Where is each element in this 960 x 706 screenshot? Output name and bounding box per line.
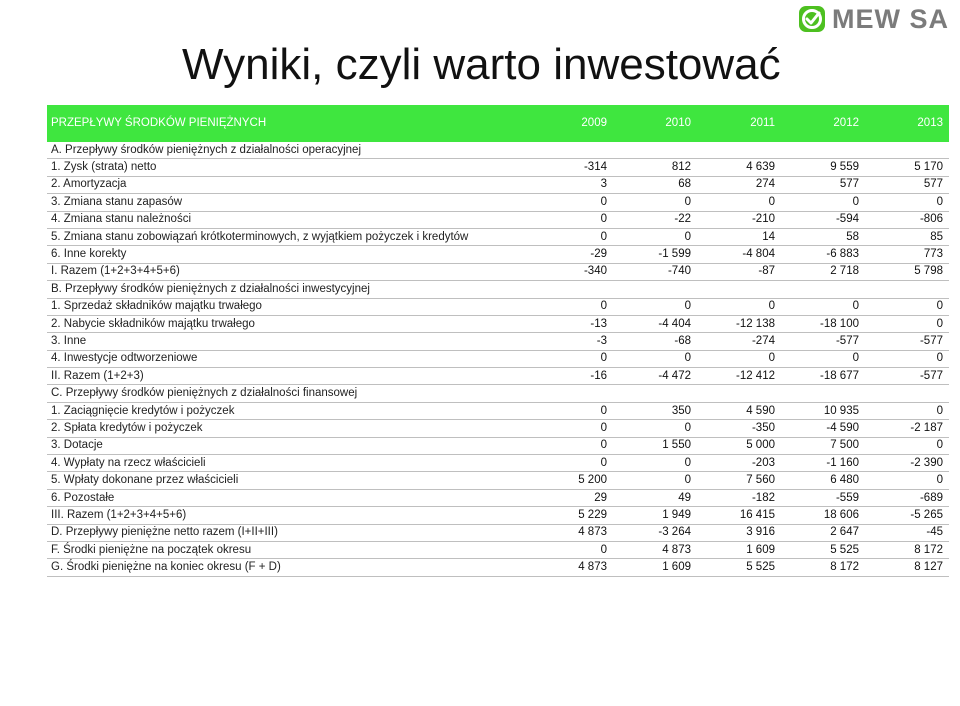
row-value: 0: [529, 298, 613, 315]
row-value: 274: [697, 176, 781, 193]
row-value: -4 404: [613, 315, 697, 332]
row-value: [697, 385, 781, 402]
table-row: [47, 281, 949, 298]
row-value: -4 472: [613, 368, 697, 385]
row-value: [865, 281, 949, 298]
row-value: 29: [529, 489, 613, 506]
row-value: 0: [613, 228, 697, 245]
cash-flow-table: [47, 105, 949, 577]
logo-text: MEW SA: [832, 3, 949, 34]
row-value: 0: [529, 350, 613, 367]
row-label: D. Przepływy pieniężne netto razem (I+II+III): [47, 524, 529, 541]
table-row: [47, 420, 949, 437]
row-value: 0: [529, 541, 613, 558]
row-value: 0: [613, 420, 697, 437]
row-value: 8 172: [781, 559, 865, 576]
table-row: [47, 298, 949, 315]
table-row: [47, 159, 949, 176]
row-value: 0: [865, 402, 949, 419]
table-row: [47, 524, 949, 541]
row-value: -314: [529, 159, 613, 176]
row-value: 14: [697, 228, 781, 245]
row-value: 0: [865, 437, 949, 454]
row-value: -577: [865, 333, 949, 350]
row-value: -5 265: [865, 507, 949, 524]
row-value: 0: [697, 350, 781, 367]
header-year: 2013: [917, 117, 943, 129]
row-value: -18 677: [781, 368, 865, 385]
table-row: [47, 437, 949, 454]
row-value: [865, 142, 949, 159]
row-value: 0: [697, 298, 781, 315]
header-year: 2011: [750, 117, 775, 129]
row-value: 0: [613, 350, 697, 367]
header-label: PRZEPŁYWY ŚRODKÓW PIENIĘŻNYCH: [51, 117, 267, 129]
row-value: 5 170: [865, 159, 949, 176]
row-label: 2. Nabycie składników majątku trwałego: [47, 315, 529, 332]
row-value: -577: [781, 333, 865, 350]
row-label: A. Przepływy środków pieniężnych z działalności operacyjnej: [47, 142, 529, 159]
row-value: 85: [865, 228, 949, 245]
row-value: -2 390: [865, 455, 949, 472]
row-label: 3. Inne: [47, 333, 529, 350]
row-value: 577: [865, 176, 949, 193]
row-value: 1 949: [613, 507, 697, 524]
row-value: 8 172: [865, 541, 949, 558]
table-row: [47, 194, 949, 211]
row-label: F. Środki pieniężne na początek okresu: [47, 541, 529, 558]
row-value: 58: [781, 228, 865, 245]
row-value: 18 606: [781, 507, 865, 524]
table-row: [47, 472, 949, 489]
row-value: 0: [865, 350, 949, 367]
row-value: 4 873: [529, 524, 613, 541]
row-value: 1 550: [613, 437, 697, 454]
row-value: 5 229: [529, 507, 613, 524]
row-label: 4. Wypłaty na rzecz właścicieli: [47, 455, 529, 472]
table-row: [47, 315, 949, 332]
logo-check-icon: [798, 5, 826, 33]
row-value: -3 264: [613, 524, 697, 541]
table-row: [47, 507, 949, 524]
row-value: 0: [697, 194, 781, 211]
row-value: 0: [781, 350, 865, 367]
table-row: [47, 559, 949, 576]
row-label: 3. Zmiana stanu zapasów: [47, 194, 529, 211]
table-body: [47, 142, 949, 576]
row-value: [613, 385, 697, 402]
row-value: -577: [865, 368, 949, 385]
row-value: [613, 142, 697, 159]
row-value: -16: [529, 368, 613, 385]
row-label: II. Razem (1+2+3): [47, 368, 529, 385]
row-label: 3. Dotacje: [47, 437, 529, 454]
row-label: 5. Zmiana stanu zobowiązań krótkoterminowych, z wyjątkiem pożyczek i kredytów: [47, 228, 529, 245]
row-value: 3 916: [697, 524, 781, 541]
row-value: 7 500: [781, 437, 865, 454]
row-value: -18 100: [781, 315, 865, 332]
row-value: -4 590: [781, 420, 865, 437]
row-value: -559: [781, 489, 865, 506]
table-row: [47, 211, 949, 228]
table-row: [47, 350, 949, 367]
row-value: -6 883: [781, 246, 865, 263]
row-value: -3: [529, 333, 613, 350]
row-value: -594: [781, 211, 865, 228]
row-value: 2 718: [781, 263, 865, 280]
row-value: -87: [697, 263, 781, 280]
row-label: C. Przepływy środków pieniężnych z działalności finansowej: [47, 385, 529, 402]
row-value: -210: [697, 211, 781, 228]
row-value: 0: [529, 455, 613, 472]
row-value: -350: [697, 420, 781, 437]
table-row: [47, 368, 949, 385]
row-value: 2 647: [781, 524, 865, 541]
row-value: 9 559: [781, 159, 865, 176]
row-value: 0: [613, 455, 697, 472]
row-value: 0: [529, 437, 613, 454]
row-label: 4. Inwestycje odtworzeniowe: [47, 350, 529, 367]
row-value: -740: [613, 263, 697, 280]
row-value: 8 127: [865, 559, 949, 576]
row-value: 0: [529, 194, 613, 211]
row-label: III. Razem (1+2+3+4+5+6): [47, 507, 529, 524]
table-row: [47, 402, 949, 419]
header-year: 2012: [833, 117, 859, 129]
table-row: [47, 489, 949, 506]
row-label: 2. Amortyzacja: [47, 176, 529, 193]
row-value: 0: [865, 472, 949, 489]
row-value: [697, 142, 781, 159]
row-value: [781, 281, 865, 298]
row-value: 0: [529, 420, 613, 437]
row-value: 4 590: [697, 402, 781, 419]
row-value: 577: [781, 176, 865, 193]
row-value: 0: [613, 194, 697, 211]
row-value: 0: [781, 194, 865, 211]
row-value: 5 525: [781, 541, 865, 558]
row-value: -340: [529, 263, 613, 280]
table-row: [47, 228, 949, 245]
row-value: 0: [865, 194, 949, 211]
row-value: [529, 385, 613, 402]
row-value: [781, 142, 865, 159]
row-value: 812: [613, 159, 697, 176]
row-label: 1. Zysk (strata) netto: [47, 159, 529, 176]
row-value: -1 599: [613, 246, 697, 263]
table-row: [47, 246, 949, 263]
row-label: 1. Zaciągnięcie kredytów i pożyczek: [47, 402, 529, 419]
row-value: 1 609: [697, 541, 781, 558]
row-value: -203: [697, 455, 781, 472]
row-value: [865, 385, 949, 402]
row-value: 5 200: [529, 472, 613, 489]
table-row: [47, 333, 949, 350]
row-value: 16 415: [697, 507, 781, 524]
row-value: 4 639: [697, 159, 781, 176]
row-value: -13: [529, 315, 613, 332]
table-header-row: [47, 105, 949, 142]
row-value: 68: [613, 176, 697, 193]
row-value: 5 525: [697, 559, 781, 576]
row-value: 0: [529, 211, 613, 228]
table-row: [47, 541, 949, 558]
row-value: 0: [781, 298, 865, 315]
row-label: 6. Pozostałe: [47, 489, 529, 506]
row-value: 4 873: [613, 541, 697, 558]
row-value: -2 187: [865, 420, 949, 437]
row-label: 4. Zmiana stanu należności: [47, 211, 529, 228]
row-label: 6. Inne korekty: [47, 246, 529, 263]
row-label: 5. Wpłaty dokonane przez właścicieli: [47, 472, 529, 489]
table-row: [47, 142, 949, 159]
row-value: -29: [529, 246, 613, 263]
row-value: -806: [865, 211, 949, 228]
row-label: G. Środki pieniężne na koniec okresu (F + D): [47, 559, 529, 576]
row-value: -1 160: [781, 455, 865, 472]
row-value: [697, 281, 781, 298]
row-value: 0: [613, 472, 697, 489]
row-label: B. Przepływy środków pieniężnych z działalności inwestycyjnej: [47, 281, 529, 298]
page-title: Wyniki, czyli warto inwestować: [182, 40, 781, 89]
row-label: 1. Sprzedaż składników majątku trwałego: [47, 298, 529, 315]
row-value: [781, 385, 865, 402]
row-value: -182: [697, 489, 781, 506]
row-label: I. Razem (1+2+3+4+5+6): [47, 263, 529, 280]
header-year: 2010: [665, 117, 691, 129]
row-value: -12 138: [697, 315, 781, 332]
row-value: 0: [613, 298, 697, 315]
row-value: 1 609: [613, 559, 697, 576]
header-year: 2009: [581, 117, 607, 129]
row-value: 0: [865, 315, 949, 332]
row-value: -45: [865, 524, 949, 541]
row-value: -68: [613, 333, 697, 350]
row-value: [613, 281, 697, 298]
row-label: 2. Spłata kredytów i pożyczek: [47, 420, 529, 437]
row-value: -22: [613, 211, 697, 228]
row-value: -689: [865, 489, 949, 506]
row-value: 5 798: [865, 263, 949, 280]
row-value: [529, 142, 613, 159]
row-value: 7 560: [697, 472, 781, 489]
row-value: 6 480: [781, 472, 865, 489]
table-row: [47, 263, 949, 280]
row-value: 773: [865, 246, 949, 263]
row-value: 3: [529, 176, 613, 193]
row-value: 49: [613, 489, 697, 506]
row-value: [529, 281, 613, 298]
row-value: 0: [529, 402, 613, 419]
row-value: 0: [865, 298, 949, 315]
row-value: 0: [529, 228, 613, 245]
row-value: -274: [697, 333, 781, 350]
table-row: [47, 385, 949, 402]
row-value: -12 412: [697, 368, 781, 385]
row-value: 10 935: [781, 402, 865, 419]
row-value: 5 000: [697, 437, 781, 454]
row-value: 350: [613, 402, 697, 419]
row-value: 4 873: [529, 559, 613, 576]
cash-flow-table-container: [47, 105, 943, 577]
table-row: [47, 176, 949, 193]
table-row: [47, 455, 949, 472]
row-value: -4 804: [697, 246, 781, 263]
company-logo: [798, 4, 949, 34]
